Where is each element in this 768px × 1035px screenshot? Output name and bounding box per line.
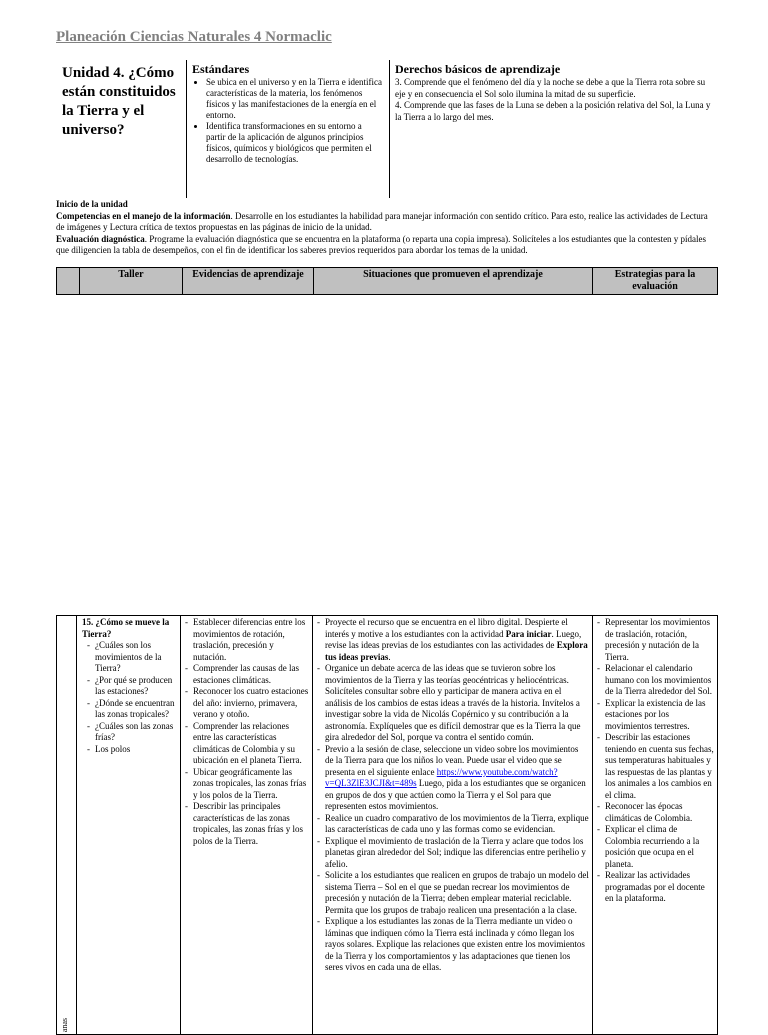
taller-question: - Los polos (86, 744, 177, 756)
evidencias-cell (181, 616, 313, 1035)
evaluacion-paragraph (56, 234, 718, 257)
estrategia-item: - Representar los movimientos de traslación, rotación, precesión y nutación de la Tierra. (596, 617, 714, 663)
estrategia-item: - Explicar la existencia de las estaciones por los movimientos terrestres. (596, 698, 714, 733)
situacion-item: - Realice un cuadro comparativo de los movimientos de la Tierra, explique las características de cada uno y las formas como se evidencian. (316, 813, 589, 836)
evidencia-item: - Describir las principales características de las zonas tropicales, las zonas frías y los polos de la Tierra. (184, 801, 309, 847)
dba-item: 4. Comprende que las fases de la Luna se deben a la posición relativa del Sol, la Luna y la Tierra a lo largo del mes. (395, 100, 711, 122)
dba-heading: Derechos básicos de aprendizaje (395, 62, 561, 76)
evidencia-item: - Establecer diferencias entre los movimientos de rotación, traslación, precesión y nutación. (184, 617, 309, 663)
competencias-paragraph (56, 211, 718, 234)
planning-table-body (56, 615, 718, 1035)
unit-title: Unidad 4. ¿Cómo están constituidos la Tierra y el universo? (62, 65, 176, 138)
taller-cell (77, 616, 181, 1035)
divider (389, 60, 390, 198)
evidencia-item: - Ubicar geográficamente las zonas tropicales, las zonas frías y los polos de la Tierra. (184, 767, 309, 802)
competencias-text: . Desarrolle en los estudiantes la habilidad para manejar información con sentido crítico. Para esto, realice las actividades de Lectura de imágenes y Lectura crítica de textos propuestas en las páginas de inicio de la unidad. (56, 210, 708, 232)
taller-question: - ¿Cuáles son los movimientos de la Tierra? (86, 640, 177, 675)
unit-header-box (56, 60, 718, 198)
estrategias-cell (593, 616, 718, 1035)
estrategia-item: - Relacionar el calendario humano con los movimientos de la Tierra alrededor del Sol. (596, 663, 714, 698)
page-title: Planeación Ciencias Naturales 4 Normaclic (56, 29, 332, 45)
evidencia-item: - Reconocer los cuatro estaciones del año: invierno, primavera, verano y otoño. (184, 686, 309, 721)
competencias-label: Competencias en el manejo de la información (56, 210, 231, 221)
dba-column (395, 62, 717, 123)
estrategia-item: - Describir las estaciones teniendo en cuenta sus fechas, sus temperaturas habituales y las respuestas de las plantas y los animales a los cambios en el clima. (596, 732, 714, 801)
video-link[interactable]: https://www.youtube.com/watch?v=QL3ZlE3JCJI&t=489s (325, 766, 558, 788)
standard-item: • Se ubica en el universo y en la Tierra e identifica características de la materia, los fenómenos físicos y las manifestaciones de la energía en el entorno. (206, 77, 382, 121)
standards-heading: Estándares (192, 62, 250, 76)
taller-question: - ¿Por qué se producen las estaciones? (86, 675, 177, 698)
header-evidencias: Evidencias de aprendizaje (183, 268, 314, 295)
unit-intro (56, 199, 718, 257)
taller-question: - ¿Dónde se encuentran las zonas tropicales? (86, 698, 177, 721)
header-taller: Taller (80, 268, 183, 295)
header-cell (57, 268, 80, 295)
estrategia-item: - Explicar el clima de Colombia recurriendo a la posición que ocupa en el planeta. (596, 824, 714, 870)
standard-item: • Identifica transformaciones en su entorno a partir de la aplicación de algunos principios físicos, químicos y biológicos que permiten el desarrollo de tecnologías. (206, 121, 382, 165)
evidencia-item: - Comprender las causas de las estaciones climáticas. (184, 663, 309, 686)
planning-table-header (56, 267, 718, 295)
standards-column (192, 62, 382, 165)
estrategia-item: - Reconocer las épocas climáticas de Colombia. (596, 801, 714, 824)
estrategia-item: - Realizar las actividades programadas por el docente en la plataforma. (596, 870, 714, 905)
evaluacion-text: . Programe la evaluación diagnóstica que se encuentra en la plataforma (o reparta una copia impresa). Solicíteles a los estudiantes que la contesten y pídales que diligencien la tabla de desempeños, con el fin de identificar los saberes previos requeridos para abordar los temas de la unidad. (56, 233, 707, 255)
evaluacion-label: Evaluación diagnóstica (56, 233, 145, 244)
divider (186, 60, 187, 198)
para-iniciar-label: Para iniciar (505, 628, 552, 639)
taller-question: - ¿Cuáles son las zonas frías? (86, 721, 177, 744)
dba-item: 3. Comprende que el fenómeno del día y la noche se debe a que la Tierra rota sobre su eje y en consecuencia el Sol solo ilumina la mitad de su superficie. (395, 77, 706, 99)
side-cell (57, 616, 77, 1035)
situacion-item: - Solicite a los estudiantes que realicen en grupos de trabajo un modelo del sistema Tierra – Sol en el que se puedan recrear los movimientos de precesión y nutación de la Tierra; deben emplear material reciclable. Permita que los grupos de trabajo realicen una presentación a la clase. (316, 870, 589, 916)
taller-title: 15. ¿Cómo se mueve la Tierra? (82, 617, 170, 639)
situacion-item: - Proyecte el recurso que se encuentra en el libro digital. Despierte el interés y motive a los estudiantes con la actividad Para iniciar. Luego, revise las ideas previas de los estudiantes con las actividades de Explora tus ideas previas. (316, 617, 589, 663)
explora-label: Explora tus ideas previas (325, 640, 588, 662)
situaciones-cell (313, 616, 593, 1035)
header-situaciones: Situaciones que promueven el aprendizaje (314, 268, 593, 295)
situacion-item: - Organice un debate acerca de las ideas que se tuvieron sobre los movimientos de la Tierra y las teorías geocéntricas y heliocéntricas. Solicíteles consultar sobre ello y participar de manera activa en el análisis de los cambios de estas ideas a través de la historia. Invítelos a investigar sobre la vida de Nicolás Copérnico y su contribución a la astronomía. Explíqueles que es difícil demostrar que es la Tierra la que gira alrededor del Sol, porque va contra el sentido común. (316, 663, 589, 744)
evidencia-item: - Comprender las relaciones entre las características climáticas de Colombia y su ubicación en el planeta Tierra. (184, 721, 309, 767)
situacion-item: - Explique el movimiento de traslación de la Tierra y aclare que todos los planetas giran alrededor del Sol; indique las diferencias entre perihelio y afelio. (316, 836, 589, 871)
header-estrategias: Estrategias para la evaluación (593, 268, 718, 295)
intro-heading: Inicio de la unidad (56, 199, 128, 209)
side-label: anas (60, 1017, 69, 1032)
situacion-item: - Explique a los estudiantes las zonas de la Tierra mediante un video o láminas que indiquen cómo la Tierra está inclinada y cómo llegan los rayos solares. Explique las relaciones que existen entre los movimientos de la Tierra y los comportamientos y las adaptaciones que tienen los seres vivos en cada una de ellas. (316, 916, 589, 974)
situacion-item: - Previo a la sesión de clase, seleccione un video sobre los movimientos de la Tierra para que los niños lo vean. Puede usar el video que se presenta en el siguiente enlace https://www.youtube.com/watch?v=QL3ZlE3JCJI&t=489s Luego, pida a los estudiantes que se organicen en grupos de dos y que actúen como la Tierra y el Sol para que representen estos movimientos. (316, 744, 589, 813)
